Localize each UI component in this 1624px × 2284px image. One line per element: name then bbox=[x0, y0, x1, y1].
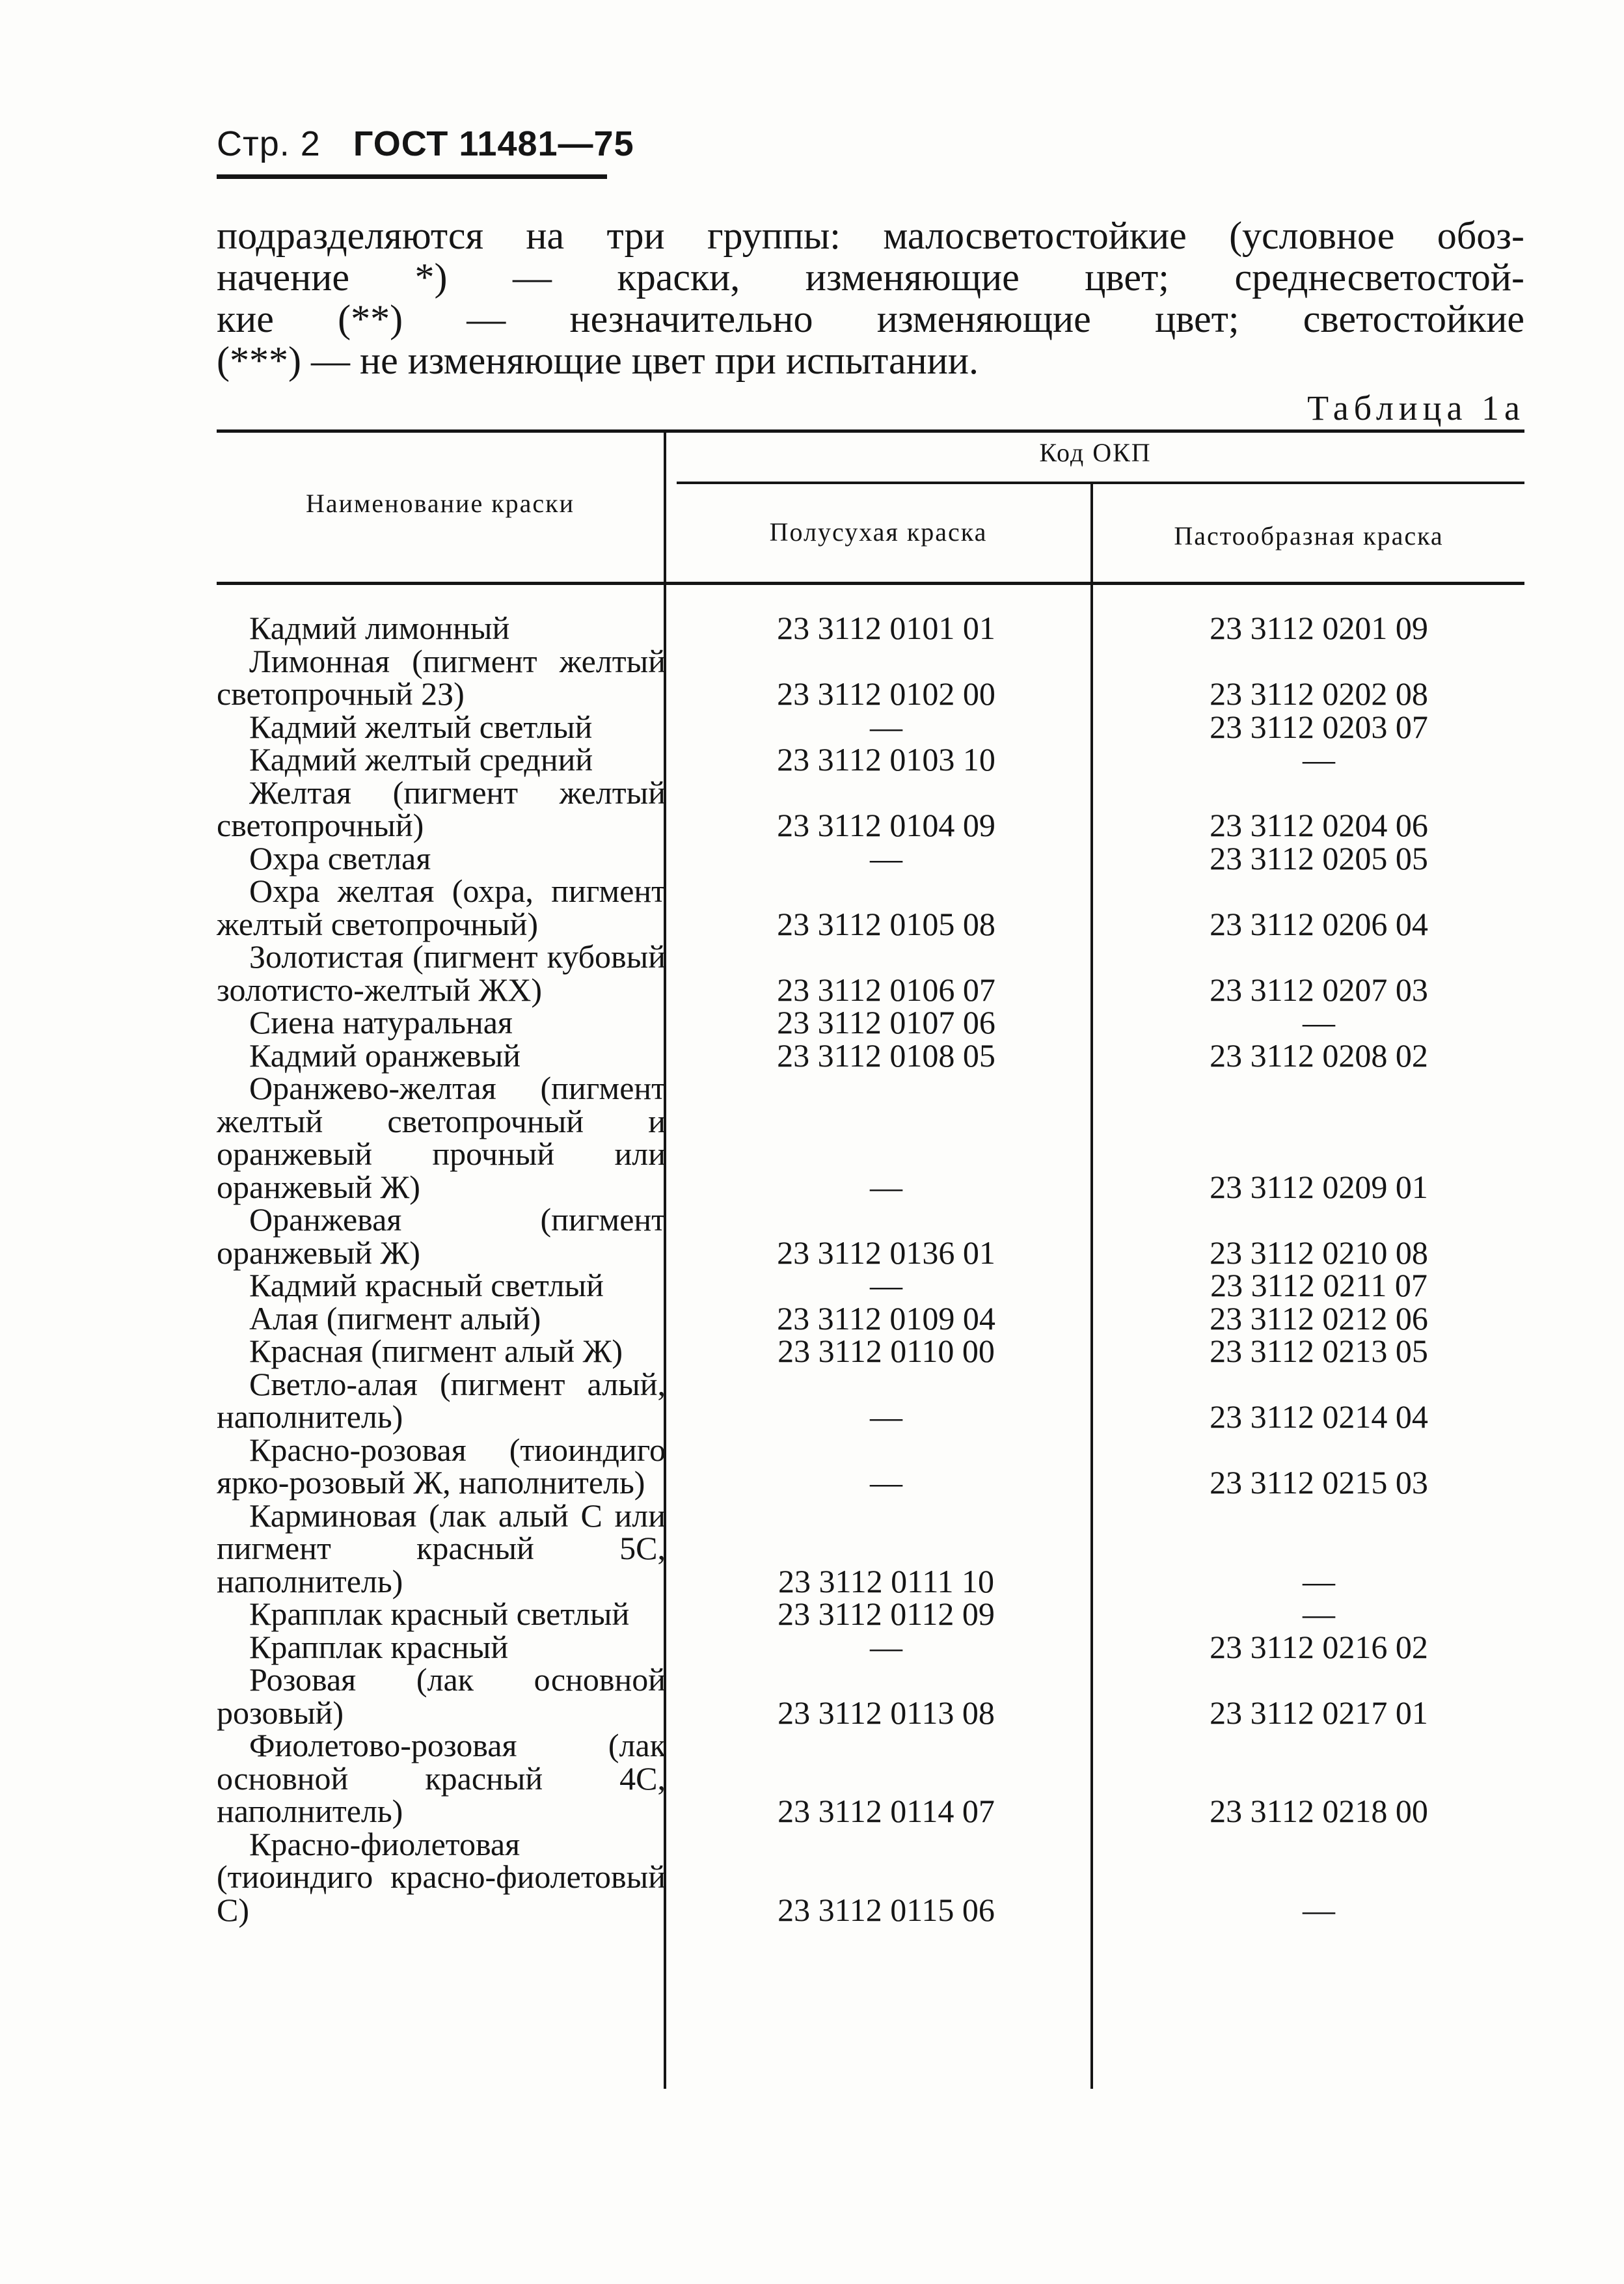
table-row bbox=[217, 1628, 1524, 1665]
semi-dry-code: 23 3112 0115 06 bbox=[778, 1891, 995, 1928]
paste-code: 23 3112 0201 09 bbox=[1210, 610, 1428, 646]
paste-code: 23 3112 0207 03 bbox=[1210, 971, 1428, 1008]
paint-name bbox=[217, 1729, 666, 1828]
paint-name-text: Охра желтая (охра, пигмент желтый светопрочный) bbox=[217, 873, 666, 942]
paste-code: 23 3112 0216 02 bbox=[1210, 1628, 1428, 1665]
paste-code: 23 3112 0217 01 bbox=[1210, 1694, 1428, 1731]
table-row bbox=[217, 1431, 1524, 1501]
table-row bbox=[217, 743, 1524, 776]
paint-name-text: Лимонная (пигмент желтый светопрочный 2З) bbox=[217, 642, 666, 712]
paste-code: 23 3112 0218 00 bbox=[1210, 1793, 1428, 1829]
table-caption: Таблица 1а bbox=[1307, 388, 1525, 428]
table-row bbox=[217, 839, 1524, 877]
paste-code: — bbox=[1303, 1596, 1335, 1632]
paint-name-text: Охра светлая bbox=[249, 839, 431, 877]
table-row bbox=[217, 708, 1524, 745]
intro-line: подразделяются на три группы: малосветостойкие (условное обоз- bbox=[217, 214, 1524, 257]
table-row bbox=[217, 1006, 1524, 1039]
semi-dry-code: — bbox=[870, 1168, 902, 1205]
table-row bbox=[217, 612, 1524, 645]
semi-dry-code: 23 3112 0110 00 bbox=[778, 1333, 995, 1369]
paint-name-text: Желтая (пигмент желтый светопрочный) bbox=[217, 774, 666, 843]
semi-dry-code: 23 3112 0108 05 bbox=[777, 1037, 995, 1074]
paint-name-text: Красно-розовая (тиоиндиго ярко-розовый Ж, наполнитель) bbox=[217, 1431, 666, 1501]
paint-name-text: Сиена натуральная bbox=[249, 1004, 513, 1040]
paint-name-text: Крапплак красный bbox=[249, 1628, 509, 1665]
table-row bbox=[217, 1499, 1524, 1598]
paint-name-text: Оранжево-желтая (пигмент желтый светопрочный и оранжевый прочный или оранжевый Ж) bbox=[217, 1070, 666, 1205]
paste-code: 23 3112 0203 07 bbox=[1210, 708, 1428, 745]
header-sub-rule bbox=[677, 482, 1524, 484]
semi-dry-code: 23 3112 0102 00 bbox=[777, 675, 995, 712]
paste-code: 23 3112 0202 08 bbox=[1210, 675, 1428, 712]
paint-name bbox=[217, 1299, 666, 1337]
paste-code: 23 3112 0215 03 bbox=[1210, 1464, 1428, 1501]
standard-title: ГОСТ 11481—75 bbox=[353, 124, 634, 163]
table-row bbox=[217, 1299, 1524, 1337]
column-header-semi-dry: Полусухая краска bbox=[769, 517, 988, 547]
table-row bbox=[217, 1072, 1524, 1203]
semi-dry-code: — bbox=[870, 1398, 902, 1435]
paint-name-text: Красная (пигмент алый Ж) bbox=[249, 1333, 623, 1369]
paint-name-text: Алая (пигмент алый) bbox=[249, 1299, 541, 1337]
paste-code: 23 3112 0205 05 bbox=[1210, 839, 1428, 877]
semi-dry-code: 23 3112 0101 01 bbox=[777, 610, 995, 646]
paint-name-text: Красно-фиолетовая (тиоиндиго красно-фиолетовый С) bbox=[217, 1825, 666, 1928]
paint-name bbox=[217, 1597, 666, 1631]
paint-name-text: Кадмий оранжевый bbox=[249, 1037, 521, 1074]
paint-name-text: Кадмий желтый светлый bbox=[249, 708, 593, 745]
semi-dry-code: 23 3112 0113 08 bbox=[778, 1694, 995, 1731]
semi-dry-code: 23 3112 0103 10 bbox=[777, 741, 995, 778]
paste-code: — bbox=[1303, 741, 1335, 778]
table-top-rule bbox=[217, 429, 1524, 433]
page-header bbox=[217, 124, 634, 164]
semi-dry-code: 23 3112 0112 09 bbox=[778, 1596, 995, 1632]
paint-name-text: Фиолетово-розовая (лак основной красный 4С, наполнитель) bbox=[217, 1727, 666, 1829]
paste-code: 23 3112 0209 01 bbox=[1210, 1168, 1428, 1205]
paint-name bbox=[217, 1203, 666, 1269]
paste-code: 23 3112 0208 02 bbox=[1210, 1037, 1428, 1074]
paint-name bbox=[217, 1365, 666, 1435]
paint-name bbox=[217, 1663, 666, 1729]
semi-dry-code: 23 3112 0105 08 bbox=[777, 905, 995, 942]
paint-name-text: Золотистая (пигмент кубовый золотисто-желтый ЖХ) bbox=[217, 938, 666, 1008]
semi-dry-code: 23 3112 0104 09 bbox=[777, 807, 995, 843]
paste-code: 23 3112 0212 06 bbox=[1210, 1299, 1428, 1337]
paint-name bbox=[217, 776, 666, 842]
paint-name bbox=[217, 612, 666, 645]
table-row bbox=[217, 1729, 1524, 1828]
paste-code: 23 3112 0213 05 bbox=[1210, 1333, 1428, 1369]
paint-name bbox=[217, 1335, 666, 1368]
table-row bbox=[217, 642, 1524, 712]
paste-code: 23 3112 0204 06 bbox=[1210, 807, 1428, 843]
paste-code: 23 3112 0214 04 bbox=[1210, 1398, 1428, 1435]
table-row bbox=[217, 776, 1524, 842]
column-header-group: Код ОКП bbox=[1039, 438, 1152, 467]
paint-name bbox=[217, 1269, 666, 1302]
semi-dry-code: — bbox=[870, 708, 902, 745]
intro-paragraph bbox=[217, 215, 1524, 381]
paint-name-text: Розовая (лак основной розовый) bbox=[217, 1661, 666, 1731]
page-number: Стр. 2 bbox=[217, 124, 321, 163]
paint-name bbox=[217, 708, 666, 745]
semi-dry-code: 23 3112 0109 04 bbox=[777, 1299, 995, 1337]
semi-dry-code: — bbox=[870, 1628, 902, 1665]
table-row bbox=[217, 1039, 1524, 1072]
paste-code: — bbox=[1303, 1562, 1335, 1599]
semi-dry-code: 23 3112 0136 01 bbox=[777, 1234, 995, 1271]
paste-code: 23 3112 0206 04 bbox=[1210, 905, 1428, 942]
table-row bbox=[217, 1663, 1524, 1729]
paint-name-text: Кадмий красный светлый bbox=[249, 1267, 604, 1303]
table-body bbox=[217, 612, 1524, 1926]
paint-name-text: Кадмий лимонный bbox=[249, 610, 510, 646]
intro-line: кие (**) — незначительно изменяющие цвет; светостойкие bbox=[217, 297, 1524, 340]
paint-name bbox=[217, 1039, 666, 1072]
table-row bbox=[217, 1269, 1524, 1302]
paint-name bbox=[217, 1499, 666, 1598]
paint-name bbox=[217, 1628, 666, 1665]
semi-dry-code: — bbox=[870, 1267, 902, 1303]
paint-name bbox=[217, 1431, 666, 1501]
table-row bbox=[217, 940, 1524, 1006]
paint-name-text: Оранжевая (пигмент оранжевый Ж) bbox=[217, 1201, 666, 1271]
semi-dry-code: 23 3112 0107 06 bbox=[777, 1004, 995, 1040]
paste-code: — bbox=[1303, 1891, 1335, 1928]
semi-dry-code: 23 3112 0111 10 bbox=[778, 1562, 994, 1599]
table-row bbox=[217, 1203, 1524, 1269]
paste-code: — bbox=[1303, 1004, 1335, 1040]
paint-name bbox=[217, 940, 666, 1006]
paint-name bbox=[217, 1006, 666, 1039]
table-header-bottom-rule bbox=[217, 582, 1524, 585]
header-rule bbox=[217, 174, 607, 179]
paint-name bbox=[217, 743, 666, 776]
semi-dry-code: — bbox=[870, 1464, 902, 1501]
semi-dry-code: 23 3112 0114 07 bbox=[778, 1793, 995, 1829]
paint-name-text: Карминовая (лак алый С или пигмент красный 5С, наполнитель) bbox=[217, 1497, 666, 1599]
paint-name-text: Крапплак красный светлый bbox=[249, 1596, 630, 1632]
table-row bbox=[217, 875, 1524, 940]
paste-code: 23 3112 0210 08 bbox=[1210, 1234, 1428, 1271]
semi-dry-code: 23 3112 0106 07 bbox=[777, 971, 995, 1008]
paste-code: 23 3112 0211 07 bbox=[1210, 1267, 1428, 1303]
table-row bbox=[217, 1365, 1524, 1435]
table-row bbox=[217, 1335, 1524, 1368]
paint-name bbox=[217, 642, 666, 712]
paint-name bbox=[217, 839, 666, 877]
paint-name-text: Кадмий желтый средний bbox=[249, 741, 593, 778]
paint-name-text: Светло-алая (пигмент алый, наполнитель) bbox=[217, 1365, 666, 1435]
paint-name bbox=[217, 875, 666, 940]
intro-line: начение *) — краски, изменяющие цвет; среднесветостой- bbox=[217, 256, 1524, 299]
table-row bbox=[217, 1597, 1524, 1631]
intro-line: (***) — не изменяющие цвет при испытании. bbox=[217, 339, 979, 382]
column-header-paste: Пастообразная краска bbox=[1174, 521, 1444, 551]
column-header-name: Наименование краски bbox=[306, 489, 575, 518]
paint-name bbox=[217, 1825, 666, 1928]
semi-dry-code: — bbox=[870, 839, 902, 877]
paint-name bbox=[217, 1072, 666, 1203]
table-row bbox=[217, 1825, 1524, 1928]
